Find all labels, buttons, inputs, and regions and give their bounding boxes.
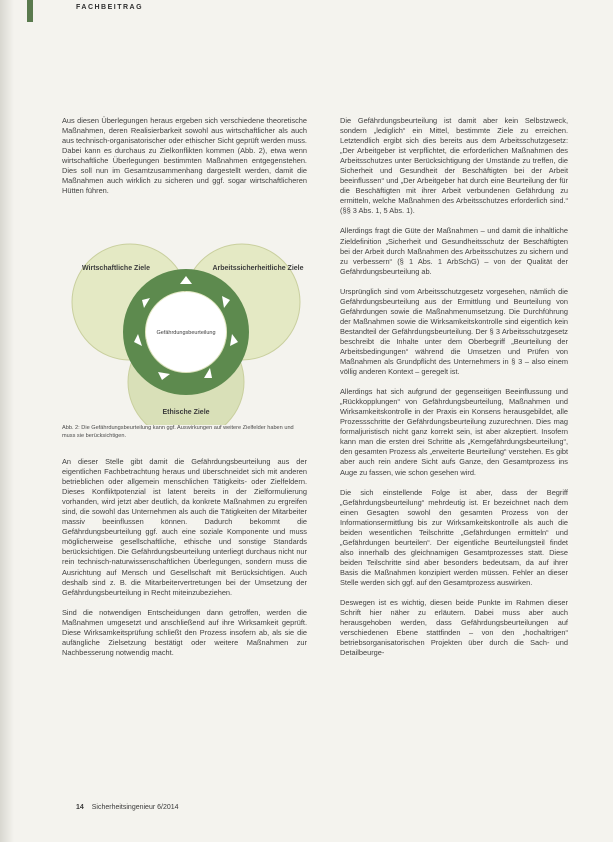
- label-economic: Wirtschaftliche Ziele: [81, 265, 151, 272]
- right-column: [340, 116, 568, 668]
- label-safety: Arbeitssicherheitliche Ziele: [212, 265, 304, 272]
- left-column-top: [62, 116, 307, 206]
- page-footer: [76, 804, 179, 811]
- section-label: FACHBEITRAG: [76, 4, 144, 11]
- page-header: [0, 0, 613, 26]
- page-spine-shadow: [0, 0, 14, 842]
- paragraph: An dieser Stelle gibt damit die Gefährdungsbeurteilung aus der eigentlichen Fachbetrachtung heraus und überschneidet sich mit anderen betrieblichen oder allgemein menschlichen Tätigkeits- oder Zielfeldern. Dieses Konfliktpotenzial ist latent bereits in der Zielformulierung vorhanden, wird jetzt aber deutlich, da konkrete Maßnahmen zu ergreifen sind, die sowohl das Unternehmen als auch die Tätigkeiten der Mitarbeiter massiv beeinflussen können. Dadurch bekommt die Gefährdungsbeurteilung ggf. auch eine soziale Komponente und muss möglicherweise gesellschaftliche, ethische und sonstige Standards berücksichtigen. Die Gefährdungsbeurteilung unterliegt durchaus nicht nur rein technisch-naturwissenschaftlichen Überlegungen, sondern muss die Ausrichtung auf Mensch und Gesellschaft mit Berücksichtigen. Auch deshalb sind z. B. die Mitarbeitervertretungen bei der Umsetzung der Gefährdungsbeurteilung in Recht miteinzubeziehen.: [62, 457, 307, 597]
- publication-name: Sicherheitsingenieur 6/2014: [91, 804, 179, 811]
- page-number: 14: [76, 804, 84, 811]
- left-column-bottom: [62, 457, 307, 668]
- venn-diagram: [62, 240, 307, 425]
- paragraph: Aus diesen Überlegungen heraus ergeben sich verschiedene theoretische Maßnahmen, deren Realisierbarkeit sowohl aus wirtschaftlicher als auch aus technisch-organisatorischer oder ethischer Sicht geprüft werden muss. Dabei kann es durchaus zu Zielkonflikten kommen (Abb. 2), etwa wenn wirtschaftliche Überlegungen bestimmten Maßnahmen entgegenstehen. Dies soll nun im Gesamtzusammenhang dargestellt werden, damit die Maßnahmen auch wirklich zu sicheren und ggf. sogar wirtschaftlicheren Hütten führen.: [62, 116, 307, 196]
- figure-goal-diagram: [62, 240, 307, 445]
- paragraph: Allerdings fragt die Güte der Maßnahmen – und damit die inhaltliche Zieldefinition „Sicherheit und Gesundheitsschutz der Beschäftigten bei der Arbeit durch Maßnahmen des Arbeitsschutzes zu sichern und zu verbessern“ (§ 1 Abs. 1 ArbSchG) – von der Qualität der Gefährdungsbeurteilung ab.: [340, 226, 568, 276]
- figure-caption: Abb. 2: Die Gefährdungsbeurteilung kann ggf. Auswirkungen auf weitere Zielfelder haben und muss sie berücksichtigen.: [62, 425, 294, 439]
- label-ethical: Ethische Ziele: [162, 409, 210, 416]
- paragraph: Die Gefährdungsbeurteilung ist damit aber kein Selbstzweck, sondern „lediglich“ ein Mittel, bestimmte Ziele zu erreichen. Letztendlich ergibt sich dies bereits aus dem Arbeitsschutzgesetz: „Der Arbeitgeber ist verpflichtet, die erforderlichen Maßnahmen des Arbeitsschutzes unter Berücksichtigung der Umstände zu treffen, die Sicherheit und Gesundheit der Beschäftigten bei der Arbeit beeinflussen“ und „Der Arbeitgeber hat durch eine Beurteilung der für die Beschäftigten mit ihrer Arbeit verbundenen Gefährdung zu ermitteln, welche Maßnahmen des Arbeitsschutzes erforderlich sind.“ (§§ 3 Abs. 1, 5 Abs. 1).: [340, 116, 568, 216]
- header-accent-bar: [27, 0, 33, 22]
- paragraph: Sind die notwendigen Entscheidungen dann getroffen, werden die Maßnahmen umgesetzt und anschließend auf ihre Wirksamkeit geprüft. Diese Wirksamkeitsprüfung schließt den Prozess insofern ab, als sie die aufängliche Zielsetzung bestätigt oder weitere Maßnahmen zur Nachbesserung notwendig macht.: [62, 607, 307, 657]
- paragraph: Deswegen ist es wichtig, diesen beide Punkte im Rahmen dieser Schrift hier näher zu erläutern. Dabei muss aber auch herausgehoben werden, dass Gefährdungsbeurteilungen auf verschiedenen Ebene stattfinden – von den „hochaltrigen“ betriebsorganisatorischen Projekten über durch die Sach- und Detailbeurge-: [340, 598, 568, 658]
- paragraph: Die sich einstellende Folge ist aber, dass der Begriff „Gefährdungsbeurteilung“ mehrdeutig ist. Er bezeichnet nach dem einen Gesagten sowohl den gesamten Prozess von der Informationsermittlung bis zur Wirksamkeitskontrolle als auch die beiden wesentlichen Teilschritte „Gefährdungen ermitteln“ und „Gefährdungen beurteilen“. Der eigentliche Beurteilungsteil findet also innerhalb des gleichnamigen Gesamtprozesses statt. Diese beiden Teilschritte sind aber besonders bedeutsam, da auf ihrer Basis die Maßnahmen konzipiert werden müssen. Fehler an dieser Stelle werden sich ggf. auf den Gesamtprozess auswirken.: [340, 487, 568, 587]
- paragraph: Allerdings hat sich aufgrund der gegenseitigen Beeinflussung und „Rückkopplungen“ von Gefährdungsbeurteilung, Maßnahmen und Wirksamkeitskontrolle in der Praxis ein Konsens herausgebildet, alle Prozessschritte der Gefährdungsbeurteilung zuzurechnen. Dies mag formaljuristisch nicht ganz korrekt sein, ist aber akzeptiert. Insofern kann man die ersten drei Schritte als „Kerngefährdungsbeurteilung“, den gesamten Prozess als „erweiterte Beurteilung“ verstehen. Es gibt aber auch rein andere Sicht aufs Ganze, den Gesamtprozess ins Auge zu fassen, wie schon gesehen wird.: [340, 387, 568, 477]
- label-center: Gefährdungsbeurteilung: [156, 330, 216, 336]
- paragraph: Ursprünglich sind vom Arbeitsschutzgesetz vorgesehen, nämlich die Gefährdungsbeurteilung aus der Ermittlung und Beurteilung von Gefährdungen sowie die Maßnahmenumsetzung. Die Durchführung der Maßnahmen sowie die Wirksamkeitskontrolle sind eigentlich kein Bestandteil der Gefährdungsbeurteilung. Der § 3 Arbeitsschutzgesetz beschreibt die Inhalte unter dem Oberbegriff „Beurteilung der Arbeitsbedingungen“ während die Umsetzen und Prüfen von Maßnahmen als Grundpflicht des Unternehmers in § 3 – also einem völlig anderen Kontext – geregelt ist.: [340, 286, 568, 377]
